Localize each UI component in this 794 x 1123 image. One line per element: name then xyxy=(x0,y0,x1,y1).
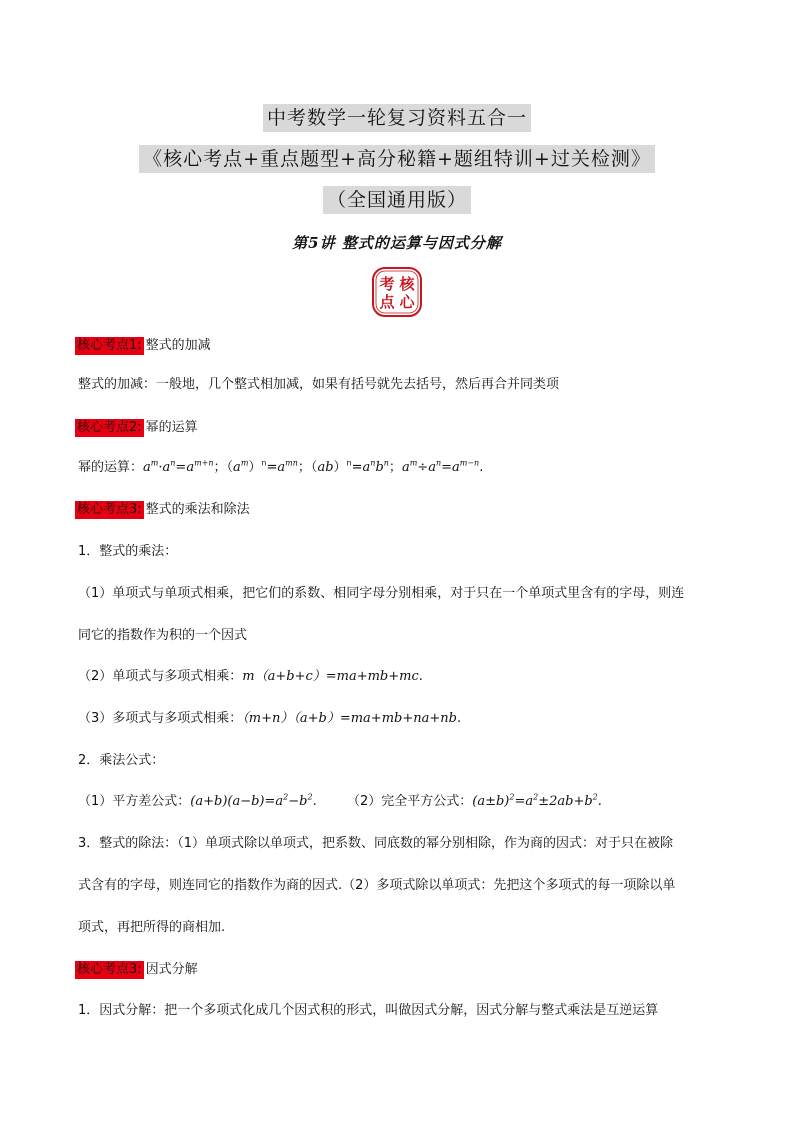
section-tag: 核心考点1: xyxy=(77,338,142,353)
power-rules-text: 幂的运算：$a^m\cdot a^n=a^{m+n}$；$(a^m)^n=a^{mn}$；$(ab)^n=a^nb^n$；$a^m\div a^n=a^{m-n}$. xyxy=(78,458,484,475)
div-rule-2: 式含有的字母，则连同它的指数作为商的因式.（2）多项式除以单项式：先把这个多项式的每一项除以单 xyxy=(78,878,676,893)
seal-char-1: 考 xyxy=(379,275,395,293)
formula-line: （1）平方差公式：$(a+b)(a-b)=a^2-b^2$. （2）完全平方公式：$(a\pm b)^2=a^2\pm 2ab+b^2$. xyxy=(78,792,602,809)
subtitle: 《核心考点+重点题型+高分秘籍+题组特训+过关检测》 xyxy=(139,145,655,173)
section-tag: 核心考点3: xyxy=(77,962,142,977)
title-line-1 xyxy=(0,104,794,132)
mult-rule-1b: 同它的指数作为积的一个因式 xyxy=(78,628,248,643)
mult-rule-1a: （1）单项式与单项式相乘，把它们的系数、相同字母分别相乘，对于只在一个单项式里含有的字母，则连 xyxy=(78,586,685,601)
factor-definition: 1．因式分解：把一个多项式化成几个因式积的形式，叫做因式分解，因式分解与整式乘法是互逆运算 xyxy=(78,1003,659,1018)
section-heading-4 xyxy=(75,961,198,979)
main-title: 中考数学一轮复习资料五合一 xyxy=(263,104,531,132)
seal-char-2: 核 xyxy=(399,275,415,293)
chapter-title: 第5讲 整式的运算与因式分解 xyxy=(292,234,502,252)
add-sub-text: 整式的加减：一般地，几个整式相加减，如果有括号就先去括号，然后再合并同类项 xyxy=(78,377,560,392)
formula-title: 2．乘法公式： xyxy=(78,753,165,768)
section-title: 因式分解 xyxy=(145,962,198,977)
section-title: 幂的运算 xyxy=(145,420,198,435)
section-heading-3 xyxy=(75,501,250,519)
section-title: 整式的乘法和除法 xyxy=(145,502,250,517)
core-points-seal-icon xyxy=(371,266,423,318)
seal-char-3: 点 xyxy=(379,293,395,311)
section-heading-2 xyxy=(75,419,198,437)
seal-char-4: 心 xyxy=(399,293,415,311)
title-line-3 xyxy=(0,186,794,214)
edition-label: （全国通用版） xyxy=(323,186,471,214)
div-rule-1: 3．整式的除法：（1）单项式除以单项式，把系数、同底数的幂分别相除，作为商的因式：对于只在被除 xyxy=(78,836,674,851)
title-line-2 xyxy=(0,145,794,173)
section-title: 整式的加减 xyxy=(145,338,211,353)
mult-rule-2: （2）单项式与多项式相乘：m（a+b+c）=ma+mb+mc. xyxy=(78,669,423,684)
mult-rule-3: （3）多项式与多项式相乘：（m+n）（a+b）=ma+mb+na+nb. xyxy=(78,711,462,726)
section-tag: 核心考点3: xyxy=(77,502,142,517)
section-heading-1 xyxy=(75,337,211,355)
section-tag: 核心考点2: xyxy=(77,420,142,435)
div-rule-3: 项式，再把所得的商相加. xyxy=(78,920,226,935)
mult-title: 1．整式的乘法： xyxy=(78,544,178,559)
